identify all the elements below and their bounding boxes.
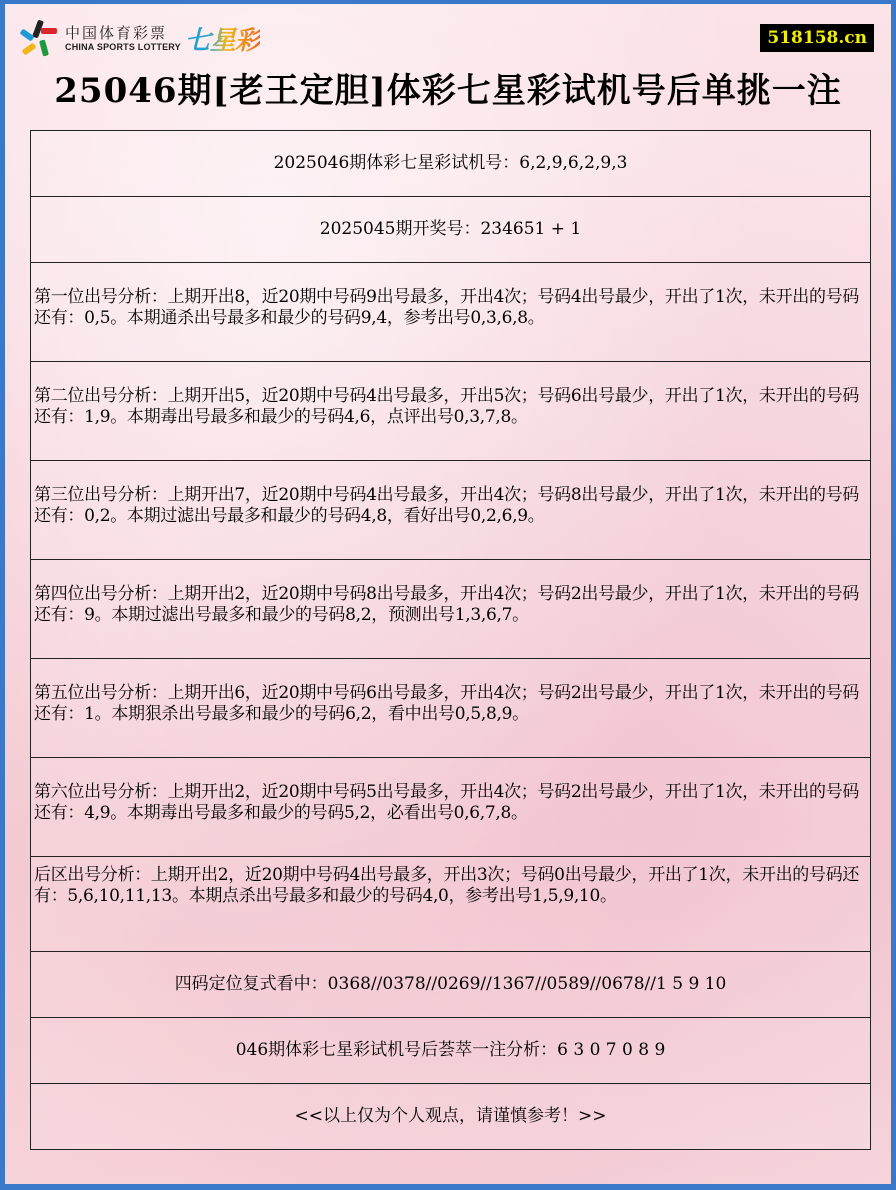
table-row bbox=[31, 461, 871, 560]
table-row bbox=[31, 1018, 871, 1084]
table-row bbox=[31, 560, 871, 659]
position-3-analysis: 第三位出号分析：上期开出7，近20期中号码4出号最多，开出4次；号码8出号最少，开出了1次，未开出的号码还有：0,2。本期过滤出号最多和最少的号码4,8，看好出号0,2,6,9。 bbox=[31, 461, 871, 560]
page-title: 25046期[老王定胆]体彩七星彩试机号后单挑一注 bbox=[54, 71, 842, 111]
four-code-cell: 四码定位复式看中：0368//0378//0269//1367//0589//0678//1 5 9 10 bbox=[31, 952, 871, 1018]
table-row bbox=[31, 131, 871, 197]
table-row bbox=[31, 758, 871, 857]
position-1-analysis: 第一位出号分析：上期开出8，近20期中号码9出号最多，开出4次；号码4出号最少，开出了1次，未开出的号码还有：0,5。本期通杀出号最多和最少的号码9,4，参考出号0,3,6,8。 bbox=[31, 263, 871, 362]
position-6-analysis: 第六位出号分析：上期开出2，近20期中号码5出号最多，开出4次；号码2出号最少，开出了1次，未开出的号码还有：4,9。本期毒出号最多和最少的号码5,2，必看出号0,6,7,8。 bbox=[31, 758, 871, 857]
table-row bbox=[31, 952, 871, 1018]
single-pick-cell: 046期体彩七星彩试机号后荟萃一注分析：6 3 0 7 0 8 9 bbox=[31, 1018, 871, 1084]
analysis-table bbox=[30, 130, 871, 1150]
lottery-star-icon bbox=[19, 18, 59, 58]
table-row bbox=[31, 197, 871, 263]
back-zone-analysis: 后区出号分析：上期开出2，近20期中号码4出号最多，开出3次；号码0出号最少，开出了1次，未开出的号码还有：5,6,10,11,13。本期点杀出号最多和最少的号码4,0，参考出号1,5,9,10。 bbox=[31, 857, 871, 952]
position-4-analysis: 第四位出号分析：上期开出2，近20期中号码8出号最多，开出4次；号码2出号最少，开出了1次，未开出的号码还有：9。本期过滤出号最多和最少的号码8,2，预测出号1,3,6,7。 bbox=[31, 560, 871, 659]
header bbox=[5, 4, 891, 130]
page-frame bbox=[5, 4, 891, 1184]
logo-cn-name: 中国体育彩票 bbox=[65, 23, 168, 42]
table-row bbox=[31, 1084, 871, 1150]
table-row bbox=[31, 857, 871, 952]
position-5-analysis: 第五位出号分析：上期开出6，近20期中号码6出号最多，开出4次；号码2出号最少，开出了1次，未开出的号码还有：1。本期狠杀出号最多和最少的号码6,2，看中出号0,5,8,9。 bbox=[31, 659, 871, 758]
logo-text bbox=[65, 24, 181, 53]
trial-number-cell: 2025046期体彩七星彩试机号：6,2,9,6,2,9,3 bbox=[31, 131, 871, 197]
logo-en-name: CHINA SPORTS LOTTERY bbox=[65, 41, 181, 52]
lottery-logo bbox=[19, 18, 260, 58]
table-row bbox=[31, 362, 871, 461]
previous-draw-cell: 2025045期开奖号：234651 + 1 bbox=[31, 197, 871, 263]
brand-name: 七星彩 bbox=[185, 20, 260, 57]
disclaimer-cell: <<以上仅为个人观点，请谨慎参考！>> bbox=[31, 1084, 871, 1150]
table-row bbox=[31, 659, 871, 758]
position-2-analysis: 第二位出号分析：上期开出5，近20期中号码4出号最多，开出5次；号码6出号最少，开出了1次，未开出的号码还有：1,9。本期毒出号最多和最少的号码4,6，点评出号0,3,7,8。 bbox=[31, 362, 871, 461]
site-badge[interactable]: 518158.cn bbox=[760, 24, 874, 52]
table-row bbox=[31, 263, 871, 362]
